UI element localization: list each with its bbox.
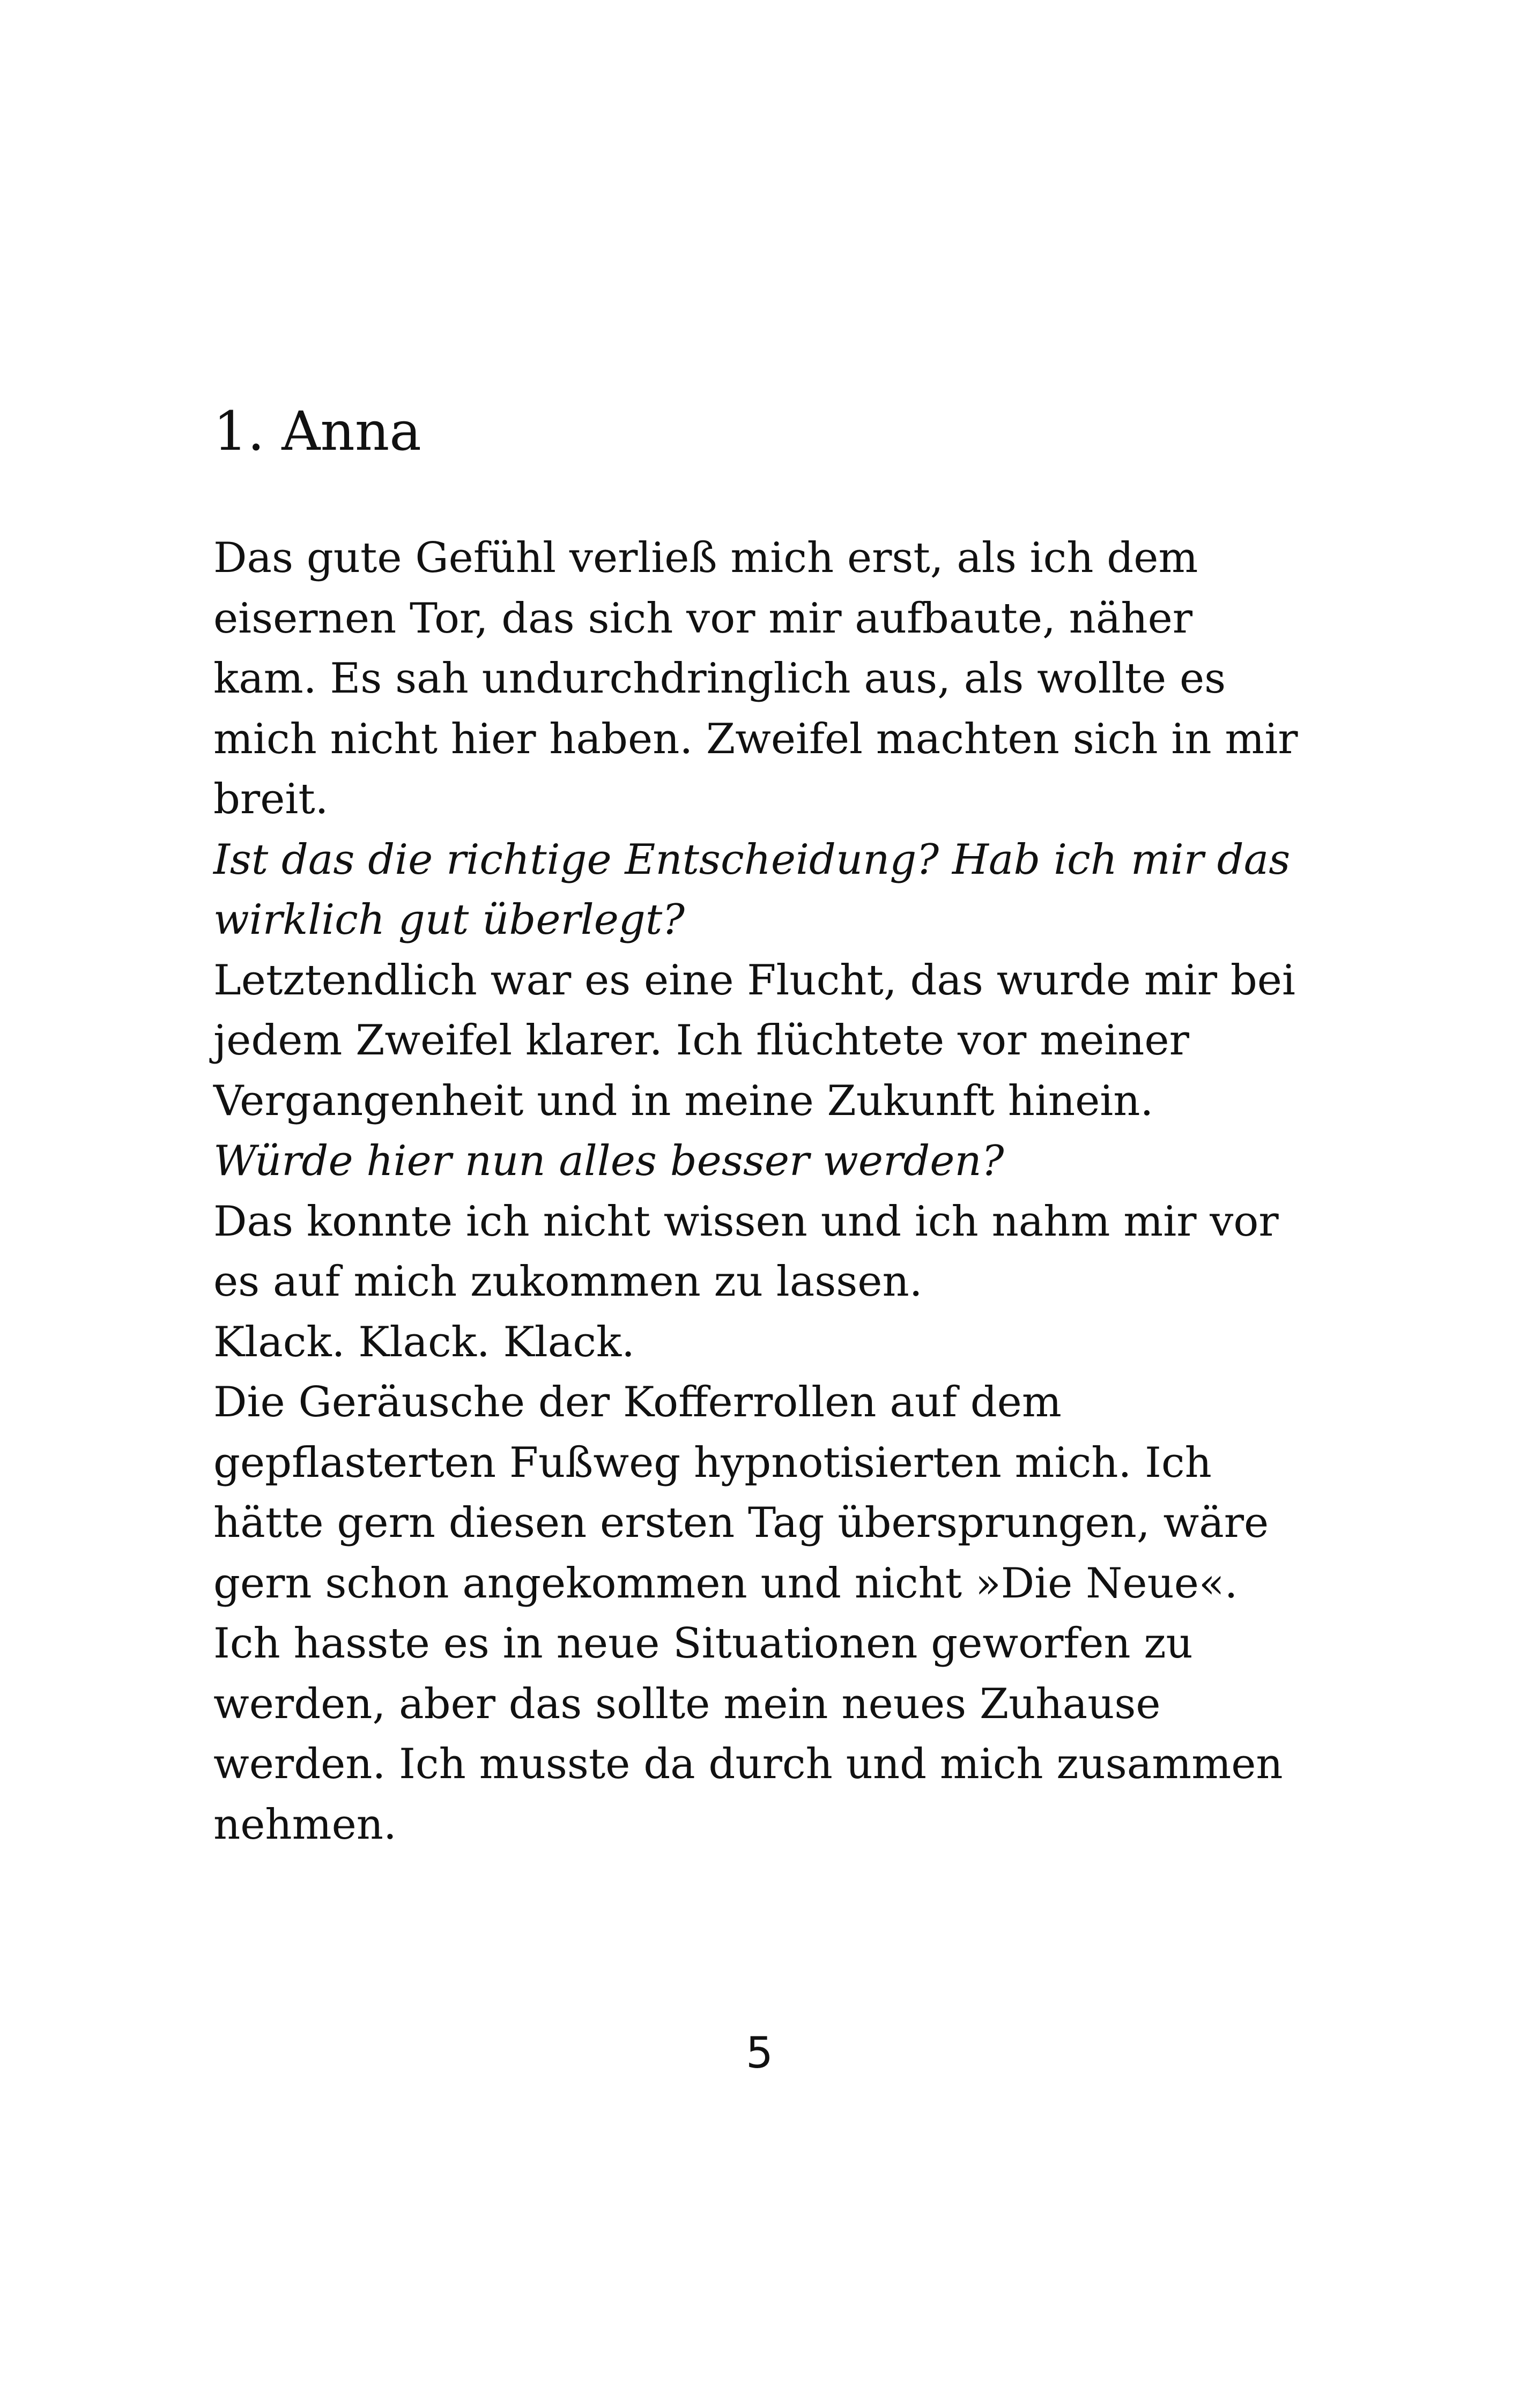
text-line: Ist das die richtige Entscheidung? Hab ich mir das xyxy=(213,835,1291,884)
text-line: Das gute Gefühl verließ mich erst, als ich dem xyxy=(213,534,1198,582)
text-line: Letztendlich war es eine Flucht, das wurde mir bei xyxy=(213,956,1295,1005)
text-line: jedem Zweifel klarer. Ich flüchtete vor meiner xyxy=(213,1016,1189,1065)
text-line: gern schon angekommen und nicht »Die Neue«. xyxy=(213,1559,1238,1608)
text-line: Das konnte ich nicht wissen und ich nahm mir vor xyxy=(213,1197,1279,1246)
text-line: wirklich gut überlegt? xyxy=(213,896,685,944)
text-line: mich nicht hier haben. Zweifel machten sich in mir xyxy=(213,715,1298,763)
text-line: werden. Ich musste da durch und mich zusammen xyxy=(213,1740,1283,1788)
chapter-title: 1. Anna xyxy=(213,400,421,463)
text-line: Ich hasste es in neue Situationen geworfen zu xyxy=(213,1619,1193,1668)
page-number: 5 xyxy=(746,2028,773,2078)
text-line: kam. Es sah undurchdringlich aus, als wollte es xyxy=(213,655,1226,703)
text-line: Würde hier nun alles besser werden? xyxy=(213,1137,1004,1185)
text-line: es auf mich zukommen zu lassen. xyxy=(213,1258,923,1306)
text-line: Die Geräusche der Kofferrollen auf dem xyxy=(213,1378,1062,1426)
text-line: gepflasterten Fußweg hypnotisierten mich. Ich xyxy=(213,1438,1212,1487)
body-text xyxy=(213,528,1393,1855)
text-line: werden, aber das sollte mein neues Zuhause xyxy=(213,1679,1161,1728)
text-line: Vergangenheit und in meine Zukunft hinein. xyxy=(213,1076,1154,1125)
text-line: nehmen. xyxy=(213,1800,397,1849)
text-line: hätte gern diesen ersten Tag übersprungen, wäre xyxy=(213,1499,1269,1547)
text-line: Klack. Klack. Klack. xyxy=(213,1318,635,1366)
text-line: eisernen Tor, das sich vor mir aufbaute, näher xyxy=(213,594,1193,643)
text-line: breit. xyxy=(213,775,329,823)
